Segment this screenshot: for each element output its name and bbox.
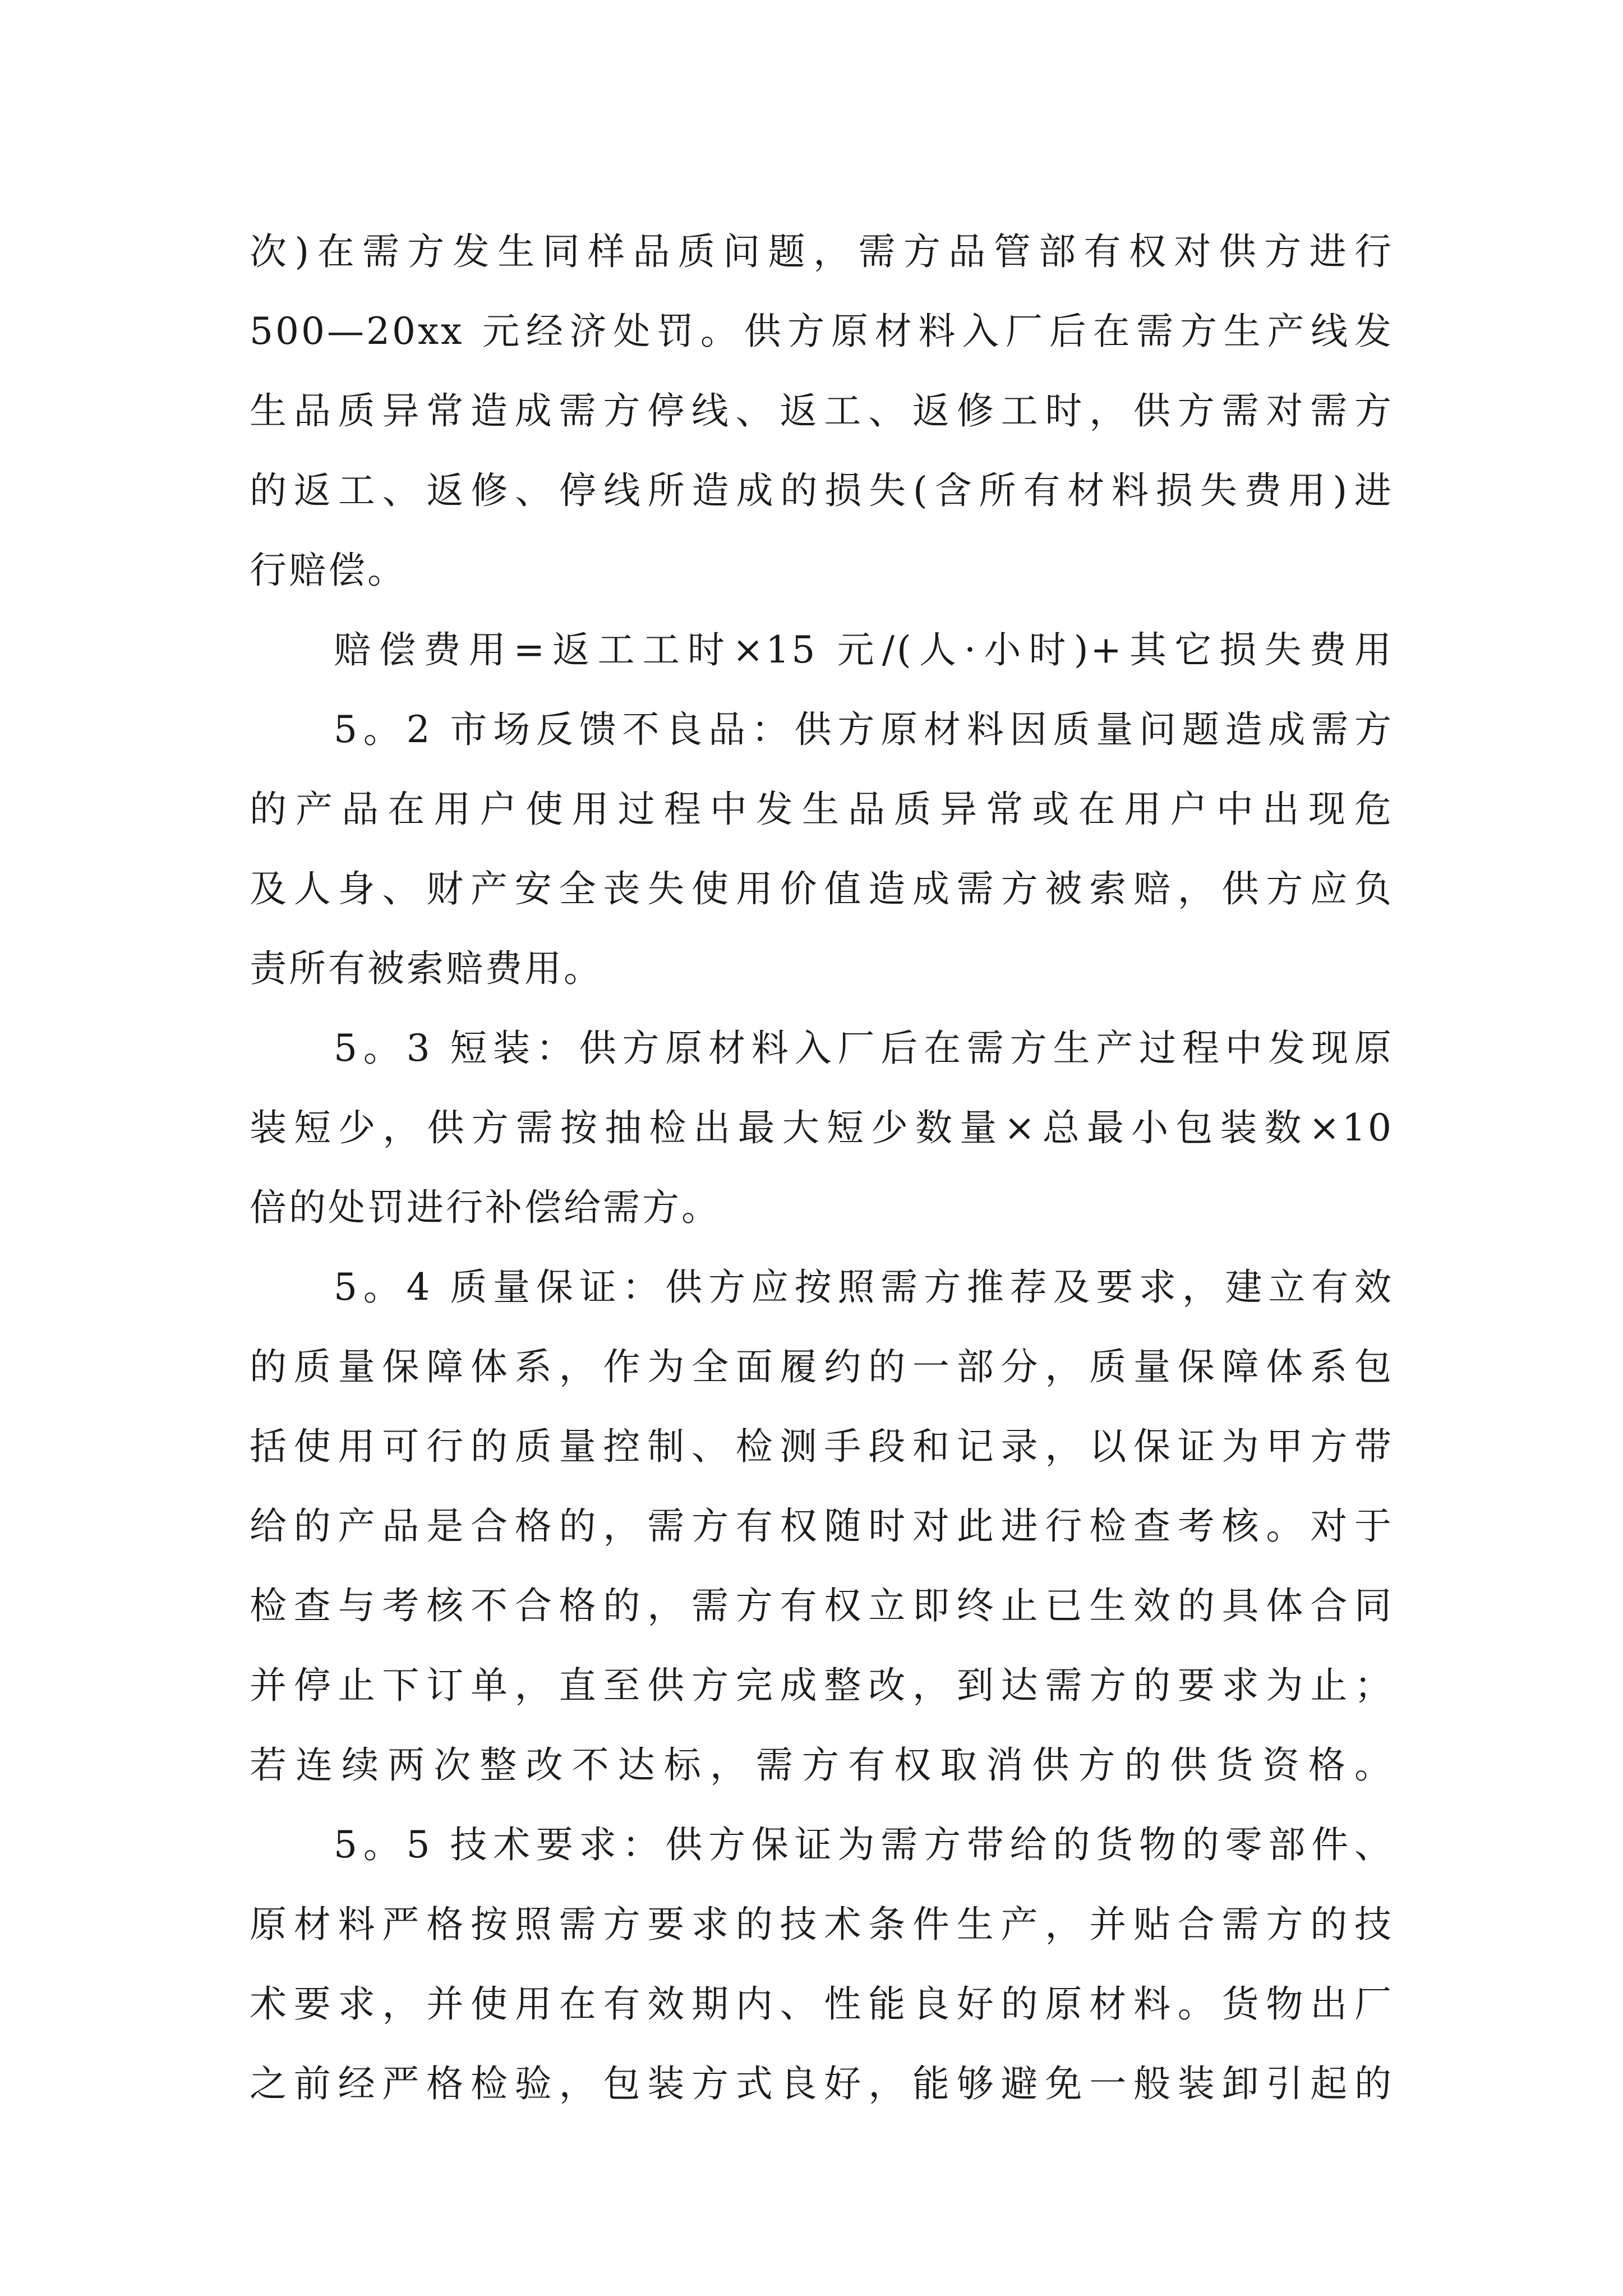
text-line: 行赔偿。 [250,549,407,592]
text-line: 倍的处罚进行补偿给需方。 [250,1186,721,1229]
text-line: 生品质异常造成需方停线、返工、返修工时，供方需对需方 [250,389,1394,432]
text-line: 5。2 市场反馈不良品：供方原材料因质量问题造成需方 [334,708,1394,751]
text-line: 及人身、财产安全丧失使用价值造成需方被索赔，供方应负 [250,867,1394,910]
text-line: 并停止下订单，直至供方完成整改，到达需方的要求为止； [250,1664,1394,1707]
text-line: 的质量保障体系，作为全面履约的一部分，质量保障体系包 [250,1345,1394,1388]
text-line: 原材料严格按照需方要求的技术条件生产，并贴合需方的技 [250,1903,1394,1946]
text-line: 的返工、返修、停线所造成的损失(含所有材料损失费用)进 [250,469,1394,512]
text-line: 500—20xx 元经济处罚。供方原材料入厂后在需方生产线发 [250,310,1394,353]
text-line: 若连续两次整改不达标，需方有权取消供方的供货资格。 [250,1743,1394,1787]
text-line: 次)在需方发生同样品质问题，需方品管部有权对供方进行 [250,230,1394,273]
text-line: 责所有被索赔费用。 [250,947,603,990]
text-line: 赔偿费用=返工工时×15 元/(人·小时)+其它损失费用 [334,628,1394,671]
text-line: 5。3 短装：供方原材料入厂后在需方生产过程中发现原 [334,1027,1394,1070]
text-line: 5。4 质量保证：供方应按照需方推荐及要求，建立有效 [334,1266,1394,1309]
text-line: 给的产品是合格的，需方有权随时对此进行检查考核。对于 [250,1504,1394,1548]
text-line: 装短少，供方需按抽检出最大短少数量×总最小包装数×10 [250,1106,1394,1149]
text-line: 之前经严格检验，包装方式良好，能够避免一般装卸引起的 [250,2062,1394,2105]
text-line: 括使用可行的质量控制、检测手段和记录，以保证为甲方带 [250,1425,1394,1468]
body-text [250,212,1394,2124]
text-line: 检查与考核不合格的，需方有权立即终止已生效的具体合同 [250,1584,1394,1627]
text-line: 术要求，并使用在有效期内、性能良好的原材料。货物出厂 [250,1982,1394,2026]
text-line: 5。5 技术要求：供方保证为需方带给的货物的零部件、 [334,1823,1394,1866]
text-line: 的产品在用户使用过程中发生品质异常或在用户中出现危 [250,788,1394,831]
